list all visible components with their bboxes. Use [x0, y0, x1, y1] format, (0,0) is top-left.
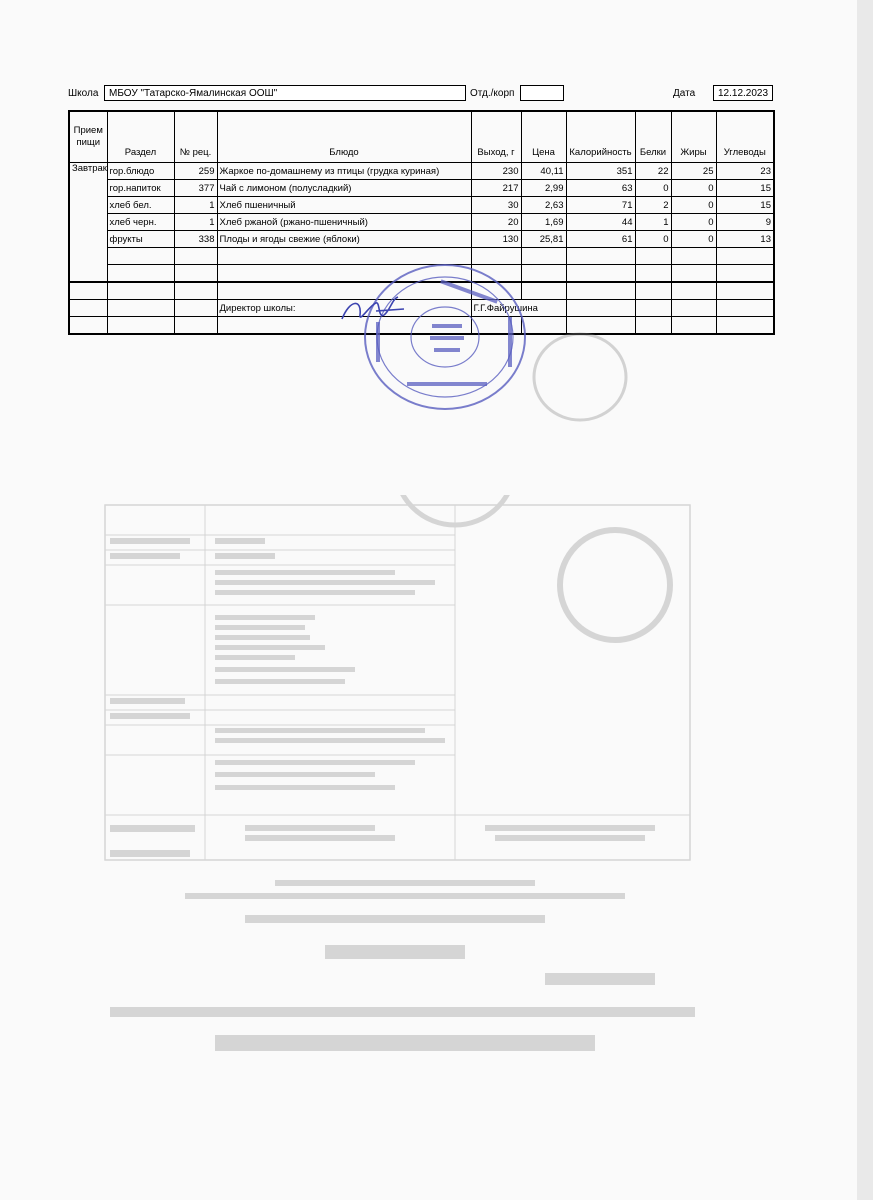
calories-cell: 351 [566, 163, 635, 180]
dish-cell: Чай с лимоном (полусладкий) [217, 180, 471, 197]
fat-cell: 0 [671, 231, 716, 248]
dish-cell: Хлеб пшеничный [217, 197, 471, 214]
section-cell: фрукты [107, 231, 174, 248]
faint-stamp [530, 330, 630, 425]
carbs-cell: 9 [716, 214, 774, 231]
calories-cell: 44 [566, 214, 635, 231]
meal-cell: Завтрак [69, 163, 107, 283]
dept-label: Отд./корп [470, 88, 515, 99]
price-cell: 25,81 [521, 231, 566, 248]
price-cell: 2,99 [521, 180, 566, 197]
section-cell: гор.блюдо [107, 163, 174, 180]
col-fat: Жиры [671, 111, 716, 163]
table-row [69, 214, 774, 231]
output-cell: 130 [471, 231, 521, 248]
calories-cell: 71 [566, 197, 635, 214]
dish-cell: Хлеб ржаной (ржано-пшеничный) [217, 214, 471, 231]
date-field: 12.12.2023 [713, 85, 773, 101]
output-cell: 230 [471, 163, 521, 180]
output-cell: 20 [471, 214, 521, 231]
table-row [69, 163, 774, 180]
table-row [69, 180, 774, 197]
col-protein: Белки [635, 111, 671, 163]
carbs-cell: 15 [716, 180, 774, 197]
table-header-row [69, 111, 774, 163]
carbs-cell: 13 [716, 231, 774, 248]
fat-cell: 0 [671, 180, 716, 197]
carbs-cell: 15 [716, 197, 774, 214]
carbs-cell: 23 [716, 163, 774, 180]
recipe-cell: 377 [174, 180, 217, 197]
protein-cell: 0 [635, 231, 671, 248]
director-label: Директор школы: [217, 300, 471, 317]
fat-cell: 25 [671, 163, 716, 180]
calories-cell: 63 [566, 180, 635, 197]
section-cell: хлеб черн. [107, 214, 174, 231]
protein-cell: 0 [635, 180, 671, 197]
bleed-through-background [95, 495, 695, 1075]
table-row [69, 197, 774, 214]
document-header [68, 82, 773, 104]
col-price: Цена [521, 111, 566, 163]
dish-cell: Жаркое по-домашнему из птицы (грудка куриная) [217, 163, 471, 180]
price-cell: 1,69 [521, 214, 566, 231]
school-seal-stamp [362, 262, 528, 412]
school-field: МБОУ "Татарско-Ямалинская ООШ" [104, 85, 466, 101]
section-cell: хлеб бел. [107, 197, 174, 214]
output-cell: 217 [471, 180, 521, 197]
director-signature [340, 293, 410, 329]
table-row [69, 231, 774, 248]
recipe-cell: 1 [174, 197, 217, 214]
date-label: Дата [673, 88, 696, 99]
dish-cell: Плоды и ягоды свежие (яблоки) [217, 231, 471, 248]
price-cell: 2,63 [521, 197, 566, 214]
dept-field [520, 85, 564, 101]
school-label: Школа [68, 88, 99, 99]
col-dish: Блюдо [217, 111, 471, 163]
protein-cell: 2 [635, 197, 671, 214]
fat-cell: 0 [671, 197, 716, 214]
col-carbs: Углеводы [716, 111, 774, 163]
page-edge [857, 0, 873, 1200]
protein-cell: 22 [635, 163, 671, 180]
output-cell: 30 [471, 197, 521, 214]
calories-cell: 61 [566, 231, 635, 248]
col-calories: Калорийность [566, 111, 635, 163]
col-section: Раздел [107, 111, 174, 163]
recipe-cell: 338 [174, 231, 217, 248]
col-recipe: № рец. [174, 111, 217, 163]
director-name: Г.Г.Файрушина [471, 300, 566, 317]
recipe-cell: 259 [174, 163, 217, 180]
price-cell: 40,11 [521, 163, 566, 180]
section-cell: гор.напиток [107, 180, 174, 197]
fat-cell: 0 [671, 214, 716, 231]
col-output: Выход, г [471, 111, 521, 163]
col-meal: Прием пищи [69, 111, 107, 163]
protein-cell: 1 [635, 214, 671, 231]
recipe-cell: 1 [174, 214, 217, 231]
